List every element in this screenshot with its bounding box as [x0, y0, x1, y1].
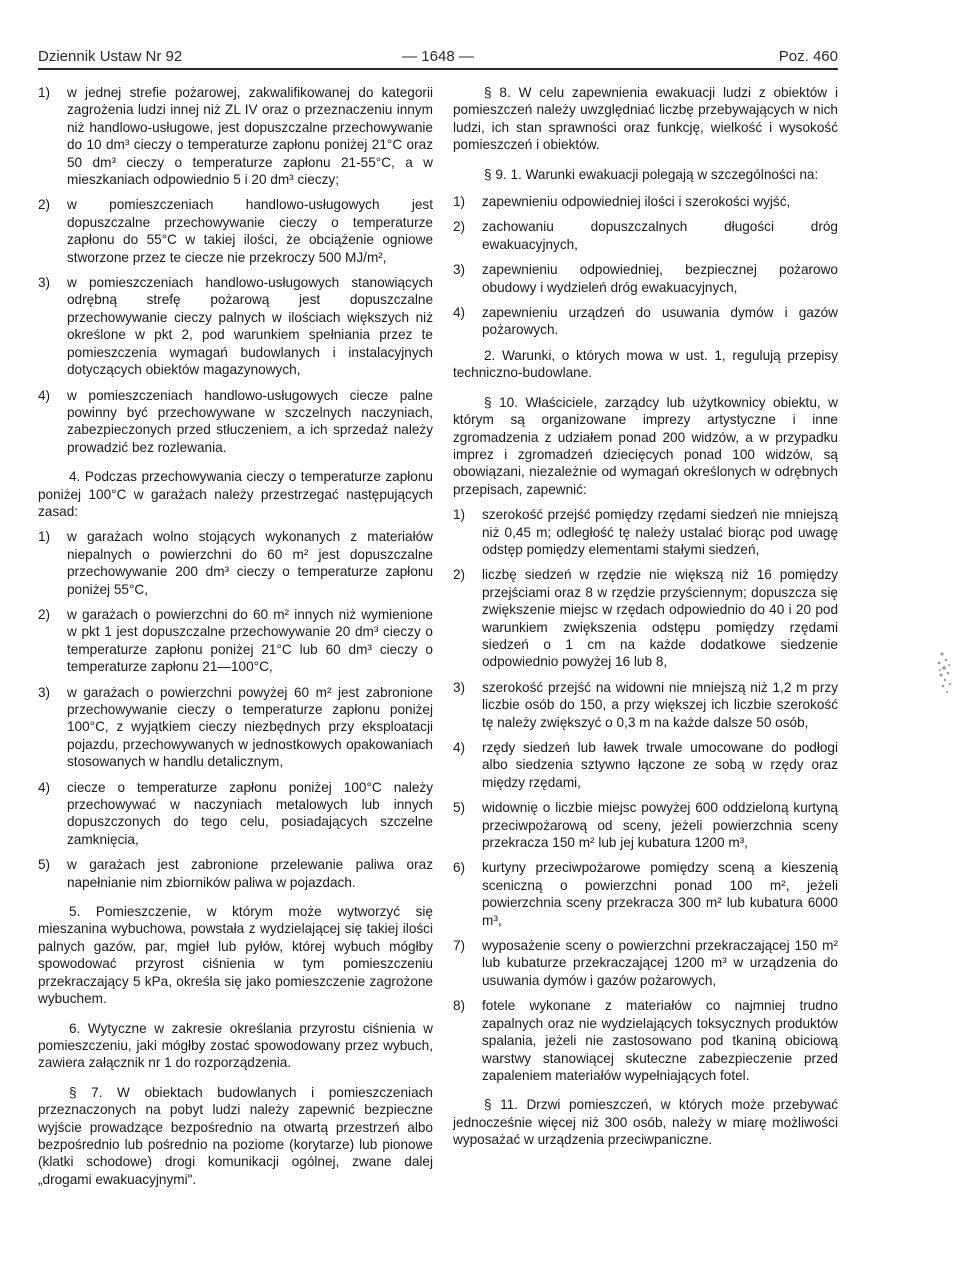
- list-item: [453, 261, 838, 296]
- journal-title: Dziennik Ustaw Nr 92: [38, 48, 183, 65]
- item-number: 3): [38, 275, 51, 291]
- page-number: — 1648 —: [402, 48, 474, 65]
- list-item: [453, 937, 838, 989]
- item-text: szerokość przejść pomiędzy rzędami siedzeń nie mniejszą niż 0,45 m; odległość tę należy ustalać biorąc pod uwagę odstęp pomiędzy elementami stałymi siedzeń,: [482, 507, 838, 557]
- section-11: § 11. Drzwi pomieszczeń, w których może przebywać jednocześnie więcej niż 300 osób, należy w miarę możliwości wyposażać w urządzenia przeciwpaniczne.: [453, 1097, 838, 1148]
- item-number: 2): [38, 606, 51, 622]
- list-item: [453, 304, 838, 339]
- item-text: w garażach o powierzchni do 60 m² innych niż wymienione w pkt 1 jest dopuszczalne przechowywanie 20 dm³ cieczy o temperaturze zapłonu poniżej 21°C lub 60 dm³ cieczy o temperaturze zapłonu 21—100°C,: [67, 606, 433, 675]
- item-text: w garażach jest zabronione przelewanie paliwa oraz napełnianie nim zbiorników paliwa w pojazdach.: [67, 857, 433, 890]
- item-number: 1): [453, 194, 466, 210]
- list-item: [38, 779, 433, 849]
- list-item: [38, 684, 433, 771]
- scan-artifact: [928, 648, 956, 700]
- list-item: [38, 387, 433, 457]
- section-9: § 9. 1. Warunki ewakuacji polegają w szczególności na:: [484, 166, 819, 182]
- item-text: widownię o liczbie miejsc powyżej 600 oddzieloną kurtyną przeciwpożarową od sceny, jeżeli powierzchnia sceny przekracza 150 m² lub jej kubatura 1200 m³,: [482, 800, 838, 851]
- item-text: rzędy siedzeń lub ławek trwale umocowane do podłogi albo siedzenia sztywno łączone ze sobą w rzędy oraz między rzędami,: [482, 740, 838, 790]
- item-number: 1): [453, 507, 466, 523]
- section-10: § 10. Właściciele, zarządcy lub użytkownicy obiektu, w którym są organizowane imprezy artystyczne i inne zgromadzenia z udziałem ponad 200 widzów, a w przypadku imprez i zgromadzeń dziecięcych ponad 100 widzów, są obowiązani, niezależnie od wymagań określonych w odrębnych przepisach, zapewnić:: [453, 394, 838, 497]
- item-text: w garażach wolno stojących wykonanych z materiałów niepalnych o powierzchni do 60 m² jest dopuszczalne przechowywanie 200 dm³ cieczy o temperaturze zapłonu poniżej 55°C,: [67, 529, 433, 597]
- item-text: zapewnieniu urządzeń do usuwania dymów i gazów pożarowych.: [482, 305, 838, 338]
- list-item: [453, 566, 838, 670]
- list-item: [453, 679, 838, 731]
- page-header: [38, 48, 838, 70]
- position-number: Poz. 460: [778, 48, 838, 65]
- item-number: 4): [453, 740, 466, 755]
- item-number: 5): [453, 800, 466, 816]
- section-8: § 8. W celu zapewnienia ewakuacji ludzi z obiektów i pomieszczeń należy uwzględniać liczbę przebywających w nich ludzi, ich stan sprawności oraz funkcję, wielkość i wysokość pomieszczeń i obiektów.: [453, 85, 838, 153]
- list-item: [38, 856, 433, 891]
- item-text: kurtyny przeciwpożarowe pomiędzy sceną a kieszenią sceniczną o powierzchni ponad 100 m², jeżeli powierzchnia sceny przekracza 300 m² lub kubatura 6000 m³,: [482, 860, 838, 928]
- list-item: [453, 218, 838, 253]
- section-9-paragraph-2: 2. Warunki, o których mowa w ust. 1, regulują przepisy techniczno-budowlane.: [453, 347, 838, 381]
- item-text: zapewnieniu odpowiedniej ilości i szerokości wyjść,: [482, 194, 791, 210]
- item-number: 3): [38, 684, 51, 700]
- item-number: 2): [453, 219, 466, 235]
- item-text: zachowaniu dopuszczalnych długości dróg ewakuacyjnych,: [482, 219, 838, 252]
- item-text: fotele wykonane z materiałów co najmniej trudno zapalnych oraz nie wydzielających toksycznych produktów spalania, jeżeli nie zastosowano pod tkaniną obiciową warstwy stanowiącej skuteczne zabezpieczenie przed zapaleniem materiałów wypełniających fotel.: [482, 998, 838, 1083]
- list-item: [453, 799, 838, 851]
- item-number: 3): [453, 262, 466, 278]
- paragraph-6: 6. Wytyczne w zakresie określania przyrostu ciśnienia w pomieszczeniu, jaki mógłby zostać spowodowany przez wybuch, zawiera załącznik nr 1 do rozporządzenia.: [38, 1020, 433, 1071]
- paragraph-4: 4. Podczas przechowywania cieczy o temperaturze zapłonu poniżej 100°C w garażach należy przestrzegać następujących zasad:: [38, 469, 433, 519]
- list-item: [453, 193, 838, 210]
- item-text: szerokość przejść na widowni nie mniejszą niż 1,2 m przy liczbie osób do 150, a przy większej ich liczbie szerokość tę należy zwiększyć o 0,3 m na każde dalsze 50 osób,: [482, 679, 838, 730]
- list-item: [453, 739, 838, 791]
- list-item: [38, 84, 433, 188]
- item-text: w pomieszczeniach handlowo-usługowych jest dopuszczalne przechowywanie cieczy o temperaturze zapłonu do 55°C w takiej ilości, że obciążenie ogniowe stworzone przez te ciecze nie przekroczy 500 MJ/m²,: [67, 197, 433, 265]
- item-number: 3): [453, 679, 466, 695]
- right-column: [453, 84, 838, 1157]
- item-text: w jednej strefie pożarowej, zakwalifikowanej do kategorii zagrożenia ludzi innej niż ZL IV oraz o przeznaczeniu innym niż handlowo-usługowe, jest dopuszczalne przechowywanie do 10 dm³ cieczy o temperaturze zapłonu poniżej 21°C oraz 50 dm³ cieczy o temperaturze zapłonu 21-55°C, a w mieszkaniach odpowiednio 5 i 20 dm³ cieczy;: [67, 85, 433, 188]
- item-text: ciecze o temperaturze zapłonu poniżej 100°C należy przechowywać w naczyniach metalowych lub innych dopuszczonych do tego celu, posiadających szczelne zamknięcia,: [67, 779, 433, 847]
- item-text: w garażach o powierzchni powyżej 60 m² jest zabronione przechowywanie cieczy o temperaturze zapłonu poniżej 100°C, z wyjątkiem cieczy niezbędnych przy eksploatacji pojazdu, przechowywanych w jednostkowych opakowaniach stosowanych w handlu detalicznym,: [67, 684, 433, 770]
- item-number: 6): [453, 860, 466, 876]
- item-number: 2): [38, 197, 51, 213]
- item-text: w pomieszczeniach handlowo-usługowych ciecze palne powinny być przechowywane w szczelnych naczyniach, zabezpieczonych przed stłuczeniem, a ich sprzedaż należy prowadzić bez rozlewania.: [67, 387, 433, 455]
- item-text: liczbę siedzeń w rzędzie nie większą niż 16 pomiędzy przejściami oraz 8 w rzędzie przyściennym; dopuszcza się zwiększenie miejsc w rzędach odpowiednio do 40 i 20 pod warunkiem zwiększenia odstępu pomiędzy rzędami siedzeń o 1 cm na każde dodatkowe siedzenie odpowiednio powyżej 16 lub 8,: [482, 567, 838, 670]
- list-item: [453, 997, 838, 1084]
- list-item: [453, 859, 838, 929]
- section-7: § 7. W obiektach budowlanych i pomieszczeniach przeznaczonych na pobyt ludzi należy zapewnić bezpieczne wyjście prowadzące bezpośrednio na otwartą przestrzeń albo bezpośrednio lub pośrednio na poziome (korytarze) lub pionowe (klatki schodowe) drogi komunikacji ogólnej, zwane dalej „drogami ewakuacyjnymi".: [38, 1084, 433, 1187]
- item-number: 7): [453, 938, 466, 954]
- item-number: 4): [38, 779, 51, 795]
- item-number: 4): [453, 305, 466, 321]
- item-number: 5): [38, 857, 51, 873]
- list-item: [38, 606, 433, 676]
- item-number: 8): [453, 998, 466, 1014]
- item-number: 2): [453, 567, 466, 583]
- item-text: zapewnieniu odpowiedniej, bezpiecznej pożarowo obudowy i wydzieleń dróg ewakuacyjnych,: [482, 262, 838, 295]
- list-item: [38, 528, 433, 598]
- item-number: 1): [38, 529, 51, 545]
- item-number: 4): [38, 387, 51, 403]
- paragraph-5: 5. Pomieszczenie, w którym może wytworzyć się mieszanina wybuchowa, powstała z wydzielającej się takiej ilości palnych gazów, par, mgieł lub pyłów, której wybuch mógłby spowodować przyrost ciśnienia w tym pomieszczeniu przekraczający 5 kPa, określa się jako pomieszczenie zagrożone wybuchem.: [38, 904, 433, 1007]
- list-item: [38, 196, 433, 266]
- item-number: 1): [38, 85, 51, 100]
- left-column: [38, 84, 433, 1196]
- list-item: [38, 274, 433, 378]
- header-rule: [38, 68, 838, 70]
- item-text: wyposażenie sceny o powierzchni przekraczającej 150 m² lub kubaturze przekraczającej 1200 m³ w urządzenia do usuwania dymów i gazów pożarowych,: [482, 938, 838, 988]
- item-text: w pomieszczeniach handlowo-usługowych stanowiących odrębną strefę pożarową jest dopuszczalne przechowywanie cieczy palnych w ilościach większych niż określone w pkt 2, pod warunkiem spełniania przez te pomieszczenia wymagań budowlanych i instalacyjnych dotyczących obiektów magazynowych,: [67, 275, 433, 378]
- list-item: [453, 506, 838, 558]
